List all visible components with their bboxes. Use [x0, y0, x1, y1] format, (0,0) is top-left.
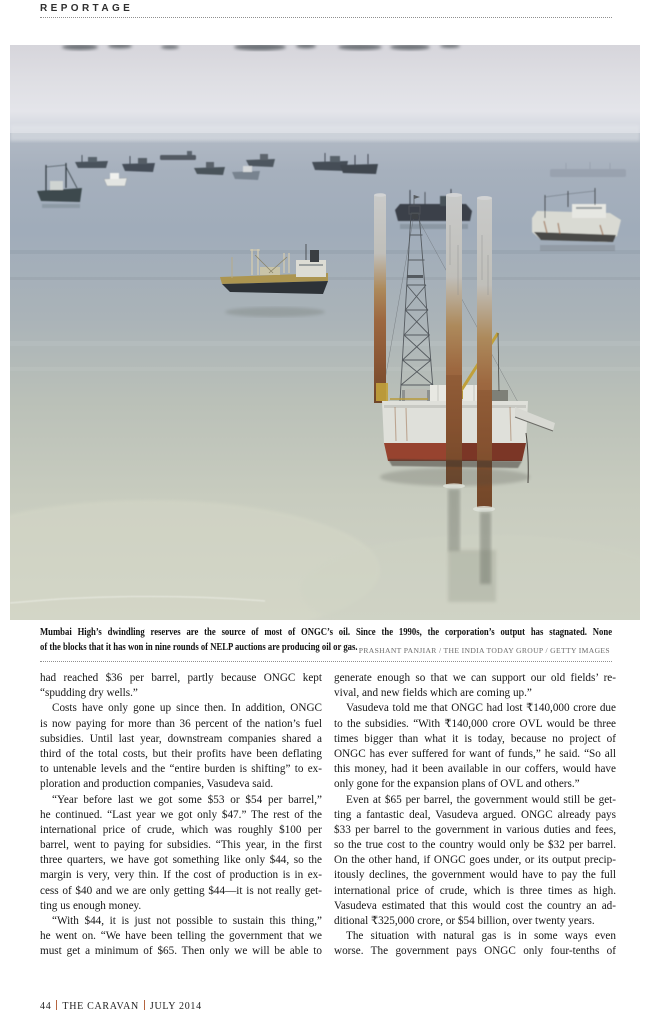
- photo-caption: [40, 626, 612, 658]
- page-number: 44: [40, 1001, 52, 1012]
- dotted-rule-top: [40, 17, 612, 18]
- article-line: ting a fantastic deal, Vasudeva argued. ONGC already pays: [334, 808, 616, 821]
- article-line: On the other hand, if ONGC goes under, or its output precip-: [334, 854, 616, 867]
- page-footer: [40, 1000, 202, 1012]
- article-line: ditional ₹325,000 crore, or $54 billion, over twenty years.: [334, 915, 595, 927]
- issue-date: JULY 2014: [149, 1001, 202, 1012]
- article-line: subsidies. Until last year, downstream companies shared a: [40, 732, 322, 745]
- caption-line: Mumbai High’s dwindling reserves are the source of most of ONGC’s oil. Since the 1990s, the corporation’s output has stagnated. None: [40, 627, 613, 638]
- article-line: is now paying for more than 36 percent of the nation’s fuel: [40, 717, 322, 730]
- article-line: margin is very, very thin. If the cost of production is in ex-: [40, 869, 322, 882]
- magazine-name: THE CARAVAN: [62, 1001, 139, 1012]
- article-line: only gone for the expansion plans of OVL and others.”: [334, 778, 580, 791]
- article-line: had reached $36 per barrel, partly because ONGC kept: [40, 672, 322, 684]
- article-column-left: [40, 671, 322, 960]
- article-line: ploration and production companies, Vasudeva said.: [40, 778, 274, 791]
- photo-credit: PRASHANT PANJIAR / THE INDIA TODAY GROUP / GETTY IMAGES: [358, 646, 610, 655]
- article-line: “spudding dry wells.”: [40, 687, 138, 700]
- article-line: to untenable levels and the “entire burden is shifting” to ex-: [40, 763, 322, 776]
- footer-divider: [56, 1000, 57, 1010]
- article-line: “With $44, it is just not possible to sustain this thing,”: [52, 915, 322, 927]
- footer-divider: [144, 1000, 145, 1010]
- article-line: so the true cost to the country would only be $32 per barrel.: [334, 839, 616, 852]
- dotted-rule-caption: [40, 661, 612, 662]
- article-line: vival, and new fields which are coming up.”: [334, 687, 532, 700]
- article-line: barrel, went to paying for subsidies. “This year, in the first: [40, 839, 322, 852]
- article-line: cess of $40 and we are only getting $44—it is not really get-: [40, 884, 322, 897]
- article-line: third of the total costs, but their profits have been deflating: [40, 747, 322, 760]
- article-line: ting us enough money.: [40, 899, 142, 912]
- article-body: [40, 671, 616, 960]
- caption-line: of the blocks that it has won in nine rounds of NELP auctions are producing oil or gas.: [40, 641, 358, 653]
- article-line: Even at $65 per barrel, the government would still be get-: [346, 793, 616, 806]
- article-line: Vasudeva estimated that this would cost the country an ad-: [334, 899, 616, 912]
- article-line: “Year before last we got some $53 or $54 per barrel,”: [52, 793, 322, 806]
- article-line: generate enough so that we can support our old fields’ re-: [334, 672, 616, 684]
- rig-leg: [374, 195, 386, 403]
- section-kicker: REPORTAGE: [40, 3, 134, 14]
- article-line: itously declines, the government would have to pay the full: [334, 869, 616, 882]
- article-line: to the subsidies. “With ₹140,000 crore OVL would be three: [334, 717, 616, 730]
- article-line: $33 per barrel to the government in various duties and fees,: [334, 823, 616, 836]
- article-line: The situation with natural gas is in some ways even: [346, 930, 616, 943]
- article-column-right: [334, 671, 616, 960]
- article-line: times bigger than what it is today, because no project of: [334, 732, 616, 745]
- photo-offshore-rig: [10, 45, 640, 620]
- article-line: three quarters, we have got something like only $44, so the: [40, 854, 322, 867]
- article-line: he went on. “We have been telling the government that we: [40, 930, 322, 943]
- article-line: Costs have only gone up since then. In addition, ONGC: [52, 702, 322, 715]
- article-line: worse. The government pays ONGC only four-tenths of: [334, 945, 616, 958]
- article-line: this money, had it been available in our coffers, would have: [334, 763, 616, 776]
- article-line: international price of crude, which was roughly $100 per: [40, 823, 322, 836]
- article-line: ONGC has ever suffered for want of funds,” he said. “So all: [334, 747, 616, 760]
- article-line: international price of crude, which is three times as high.: [334, 884, 616, 897]
- article-line: must get a minimum of $65. Then only we will be able to: [40, 945, 322, 958]
- photo-illustration: [10, 45, 640, 620]
- article-line: he continued. “Last year we got only $47.” The rest of the: [40, 808, 322, 821]
- article-line: Vasudeva told me that ONGC had lost ₹140,000 crore due: [346, 702, 616, 715]
